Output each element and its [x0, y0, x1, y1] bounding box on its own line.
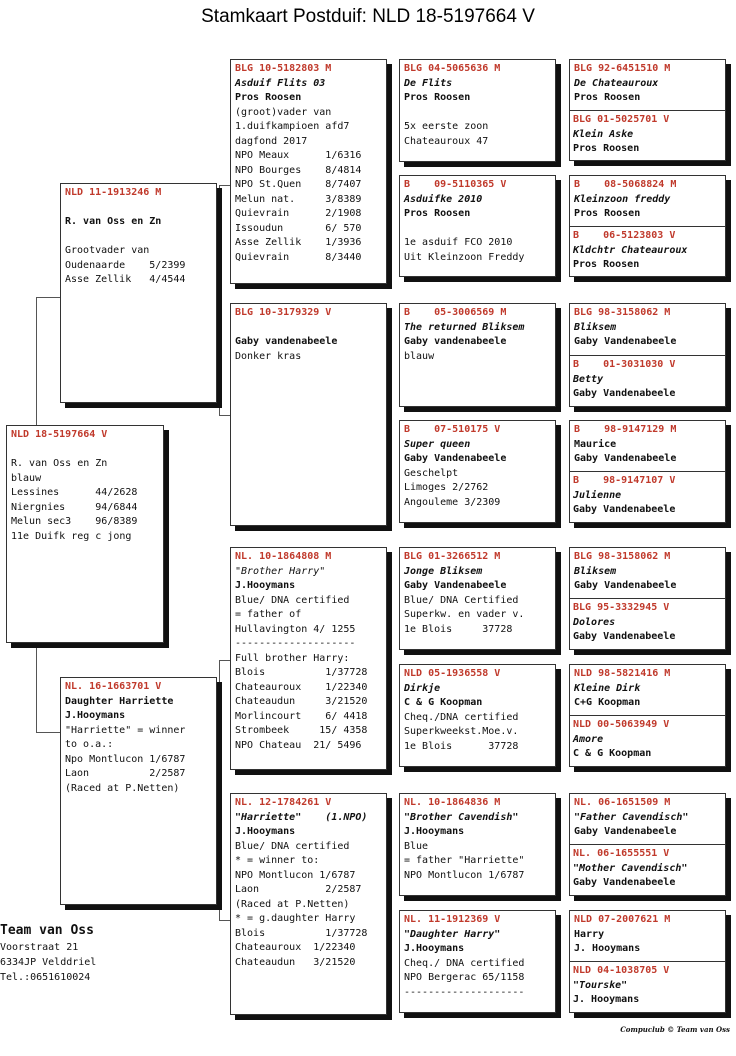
card-line: Chateauroux 1/22340: [235, 942, 356, 953]
card-line: [235, 321, 382, 336]
card-line: Pros Roosen: [573, 259, 640, 270]
card-line: Amore: [573, 733, 604, 745]
card-line: Daughter Harriette: [65, 695, 174, 707]
card-line: 11e Duifk reg c jong: [11, 530, 132, 542]
card-line: Full brother Harry:: [235, 652, 350, 664]
card-line: --------------------: [235, 638, 356, 649]
card-line: J. Hooymans: [573, 994, 640, 1005]
card-line: [404, 106, 551, 121]
great-grandparent-card: [399, 59, 556, 162]
card-line: blauw: [404, 350, 435, 362]
card-line: Laon 2/2587: [65, 768, 186, 779]
pair-lower-card: [569, 961, 726, 1010]
card-line: Gaby Vandenabeele: [574, 453, 677, 464]
card-line: = father "Harriette": [404, 855, 525, 866]
grandparent-card: [230, 59, 387, 284]
card-line: Morlincourt 6/ 4418: [235, 710, 368, 722]
card-line: Laon 2/2587: [235, 884, 362, 895]
connector-line: [36, 297, 37, 427]
ring-number: NLD 00-5063949 V: [573, 719, 670, 730]
card-line: NPO Chateau 21/ 5496: [235, 739, 362, 751]
page-title: Stamkaart Postduif: NLD 18-5197664 V: [201, 6, 535, 27]
card-line: Pros Roosen: [235, 92, 302, 103]
card-line: J.Hooymans: [65, 710, 126, 721]
great-grandparent-card: [399, 910, 556, 1013]
card-line: "Daughter Harry": [404, 928, 501, 940]
card-line: = father of: [235, 609, 302, 620]
ring-number: B 08-5068824 M: [574, 179, 677, 190]
pair-lower-card: [569, 471, 726, 520]
card-line: Gaby Vandenabeele: [404, 580, 507, 591]
card-line: 1e Blois 37728: [404, 740, 519, 752]
card-line: Geschelpt: [404, 467, 459, 479]
card-line: Gaby Vandenabeele: [573, 877, 676, 888]
great-grandparent-card: [399, 664, 556, 767]
card-line: Superkw. en vader v.: [404, 609, 525, 620]
card-line: Dirkje: [404, 682, 441, 694]
card-line: Blue/ DNA Certified: [404, 594, 519, 606]
card-line: J. Hooymans: [574, 943, 641, 954]
card-line: Pros Roosen: [404, 92, 471, 103]
card-line: R. van Oss en Zn: [65, 216, 162, 227]
ring-number: BLG 92-6451510 M: [574, 63, 671, 74]
pair-lower-card: [569, 226, 726, 275]
mother-card: [60, 677, 217, 905]
ring-number: NL. 16-1663701 V: [65, 681, 162, 692]
card-line: Uit Kleinzoon Freddy: [404, 251, 525, 263]
pair-lower-card: [569, 598, 726, 647]
card-line: NPO St.Quen 8/7407: [235, 179, 362, 190]
team-contact-block: [0, 922, 96, 985]
ring-number: NL. 06-1655551 V: [573, 848, 670, 859]
card-line: Pros Roosen: [573, 143, 640, 154]
great-grandparent-card: [399, 547, 556, 650]
card-line: Chateaudun 3/21520: [235, 696, 368, 707]
father-card: [60, 183, 217, 403]
card-line: NPO Meaux 1/6316: [235, 150, 362, 161]
card-line: NPO Montlucon 1/6787: [235, 869, 356, 881]
card-line: Bliksem: [574, 321, 617, 333]
card-line: 1e asduif FCO 2010: [404, 237, 513, 248]
card-line: Chateauroux 1/22340: [235, 681, 368, 693]
subject-card: [6, 425, 164, 643]
card-line: Gaby Vandenabeele: [574, 826, 677, 837]
pair-lower-card: [569, 355, 726, 404]
card-line: C & G Koopman: [573, 748, 652, 759]
card-line: Cheq./ DNA certified: [404, 957, 525, 969]
card-line: to o.a.:: [65, 739, 114, 750]
card-line: J.Hooymans: [235, 580, 296, 591]
ring-number: NL. 06-1651509 M: [574, 797, 671, 808]
card-line: (Raced at P.Netten): [235, 898, 350, 910]
ring-number: B 01-3031030 V: [573, 359, 676, 370]
card-line: dagfond 2017: [235, 135, 308, 147]
card-line: Blois 1/37728: [235, 667, 368, 678]
ring-number: B 05-3006569 M: [404, 307, 507, 318]
ring-number: NLD 18-5197664 V: [11, 429, 108, 440]
card-line: Julienne: [573, 489, 622, 501]
card-line: J.Hooymans: [404, 826, 465, 837]
card-line: Gaby vandenabeele: [404, 336, 507, 347]
card-line: "Brother Cavendish": [404, 811, 519, 823]
card-line: Asduif Flits 03: [235, 77, 326, 89]
card-line: Betty: [573, 373, 604, 385]
card-line: Kleinzoon freddy: [574, 193, 671, 205]
ring-number: NLD 98-5821416 M: [574, 668, 671, 679]
card-line: * = winner to:: [235, 855, 320, 866]
card-line: Asduifke 2010: [404, 193, 483, 205]
card-line: C & G Koopman: [404, 697, 483, 708]
connector-line: [36, 645, 37, 732]
great-great-grandparent-pair: [569, 793, 726, 896]
card-line: Oudenaarde 5/2399: [65, 259, 186, 271]
card-line: "Tourske": [573, 979, 628, 991]
card-line: Gaby vandenabeele: [235, 336, 338, 347]
card-line: Npo Montlucon 1/6787: [65, 753, 186, 765]
ring-number: BLG 01-5025701 V: [573, 114, 670, 125]
card-line: Kldchtr Chateauroux: [573, 244, 688, 256]
card-line: Blois 1/37728: [235, 927, 368, 939]
team-city: 6334JP Velddriel: [0, 957, 97, 968]
team-street: Voorstraat 21: [0, 942, 79, 953]
ring-number: BLG 98-3158062 M: [574, 307, 671, 318]
ring-number: BLG 98-3158062 M: [574, 551, 671, 562]
ring-number: B 98-9147129 M: [574, 424, 677, 435]
ring-number: BLG 10-5182803 M: [235, 63, 332, 74]
pair-lower-card: [569, 844, 726, 893]
team-phone: Tel.:0651610024: [0, 972, 91, 983]
grandparent-card: [230, 303, 387, 526]
card-line: Blue/ DNA certified: [235, 594, 350, 606]
card-line: Limoges 2/2762: [404, 482, 489, 493]
connector-line: [36, 297, 62, 298]
card-line: Blue/ DNA certified: [235, 840, 350, 852]
card-line: Maurice: [574, 438, 617, 450]
great-grandparent-card: [399, 793, 556, 896]
card-line: J.Hooymans: [404, 943, 465, 954]
grandparent-card: [230, 547, 387, 770]
card-line: Chateaudun 3/21520: [235, 956, 356, 968]
card-line: (groot)vader van: [235, 106, 332, 118]
card-line: Asse Zellik 4/4544: [65, 274, 186, 285]
card-line: Blue: [404, 840, 429, 852]
great-grandparent-card: [399, 175, 556, 277]
card-line: De Flits: [404, 77, 453, 89]
card-line: Superkweekst.Moe.v.: [404, 726, 519, 737]
card-line: Gaby Vandenabeele: [573, 631, 676, 642]
card-line: Pros Roosen: [574, 92, 641, 103]
card-line: Angouleme 3/2309: [404, 496, 501, 508]
ring-number: NLD 11-1913246 M: [65, 187, 162, 198]
card-line: "Harriette" (1.NPO): [235, 811, 368, 823]
card-line: "Brother Harry": [235, 565, 326, 577]
card-line: Gaby Vandenabeele: [404, 453, 507, 464]
card-line: --------------------: [404, 986, 525, 998]
card-line: "Mother Cavendisch": [573, 862, 688, 874]
card-line: 5x eerste zoon: [404, 121, 489, 132]
card-line: [404, 222, 551, 237]
great-great-grandparent-pair: [569, 175, 726, 277]
ring-number: BLG 04-5065636 M: [404, 63, 501, 74]
card-line: Gaby Vandenabeele: [574, 580, 677, 591]
card-line: Bliksem: [574, 565, 617, 577]
great-great-grandparent-pair: [569, 910, 726, 1013]
card-line: C+G Koopman: [574, 697, 641, 708]
card-line: Strombeek 15/ 4358: [235, 725, 368, 736]
card-line: NPO Montlucon 1/6787: [404, 869, 525, 881]
great-great-grandparent-pair: [569, 547, 726, 650]
card-line: NPO Bourges 8/4814: [235, 164, 362, 176]
footer-credit: Compuclub © Team van Oss: [620, 1025, 730, 1034]
card-line: 1e Blois 37728: [404, 623, 513, 635]
card-line: Pros Roosen: [574, 208, 641, 219]
card-line: * = g.daughter Harry: [235, 913, 356, 924]
card-line: Issoudun 6/ 570: [235, 222, 362, 234]
card-line: Lessines 44/2628: [11, 487, 138, 498]
great-great-grandparent-pair: [569, 59, 726, 161]
card-line: Asse Zellik 1/3936: [235, 237, 362, 248]
team-name: Team van Oss: [0, 923, 94, 938]
card-line: Hullavington 4/ 1255: [235, 623, 356, 635]
card-line: "Harriette" = winner: [65, 724, 186, 736]
card-line: 1.duifkampioen afd7: [235, 121, 350, 132]
connector-line: [219, 660, 220, 920]
card-line: Klein Aske: [573, 128, 634, 140]
card-line: NPO Bergerac 65/1158: [404, 972, 525, 983]
ring-number: NL. 11-1912369 V: [404, 914, 501, 925]
connector-line: [36, 732, 62, 733]
ring-number: NLD 04-1038705 V: [573, 965, 670, 976]
great-grandparent-card: [399, 420, 556, 523]
card-line: Harry: [574, 928, 605, 940]
pair-lower-card: [569, 715, 726, 764]
pair-lower-card: [569, 110, 726, 159]
card-line: Quievrain 2/1908: [235, 208, 362, 219]
card-line: J.Hooymans: [235, 826, 296, 837]
card-line: Gaby Vandenabeele: [573, 504, 676, 515]
ring-number: NLD 07-2007621 M: [574, 914, 671, 925]
card-line: Melun nat. 3/8389: [235, 193, 362, 205]
great-great-grandparent-pair: [569, 664, 726, 767]
card-line: Gaby Vandenabeele: [574, 336, 677, 347]
ring-number: NLD 05-1936558 V: [404, 668, 501, 679]
ring-number: NL. 10-1864808 M: [235, 551, 332, 562]
ring-number: BLG 10-3179329 V: [235, 307, 332, 318]
card-line: De Chateauroux: [574, 77, 659, 89]
great-grandparent-card: [399, 303, 556, 407]
ring-number: B 06-5123803 V: [573, 230, 676, 241]
card-line: Cheq./DNA certified: [404, 711, 519, 723]
card-line: Jonge Bliksem: [404, 565, 483, 577]
card-line: blauw: [11, 472, 42, 484]
ring-number: NL. 12-1784261 V: [235, 797, 332, 808]
card-line: Kleine Dirk: [574, 682, 641, 694]
card-line: R. van Oss en Zn: [11, 458, 108, 469]
card-line: Dolores: [573, 616, 616, 628]
connector-line: [219, 185, 220, 415]
card-line: [65, 230, 212, 245]
card-line: Pros Roosen: [404, 208, 471, 219]
ring-number: NL. 10-1864836 M: [404, 797, 501, 808]
card-line: "Father Cavendisch": [574, 811, 689, 823]
card-line: (Raced at P.Netten): [65, 782, 180, 794]
card-line: Grootvader van: [65, 245, 150, 256]
ring-number: B 98-9147107 V: [573, 475, 676, 486]
card-line: Donker kras: [235, 350, 302, 362]
ring-number: B 09-5110365 V: [404, 179, 507, 190]
card-line: [65, 201, 212, 216]
card-line: Gaby Vandenabeele: [573, 388, 676, 399]
card-line: Quievrain 8/3440: [235, 251, 362, 263]
great-great-grandparent-pair: [569, 303, 726, 407]
card-line: Niergnies 94/6844: [11, 501, 138, 513]
card-line: Super queen: [404, 438, 471, 450]
card-line: [11, 443, 159, 458]
card-line: Chateauroux 47: [404, 135, 489, 147]
grandparent-card: [230, 793, 387, 1015]
ring-number: BLG 95-3332945 V: [573, 602, 670, 613]
ring-number: BLG 01-3266512 M: [404, 551, 501, 562]
card-line: Melun sec3 96/8389: [11, 516, 138, 527]
ring-number: B 07-510175 V: [404, 424, 501, 435]
great-great-grandparent-pair: [569, 420, 726, 523]
card-line: The returned Bliksem: [404, 321, 525, 333]
